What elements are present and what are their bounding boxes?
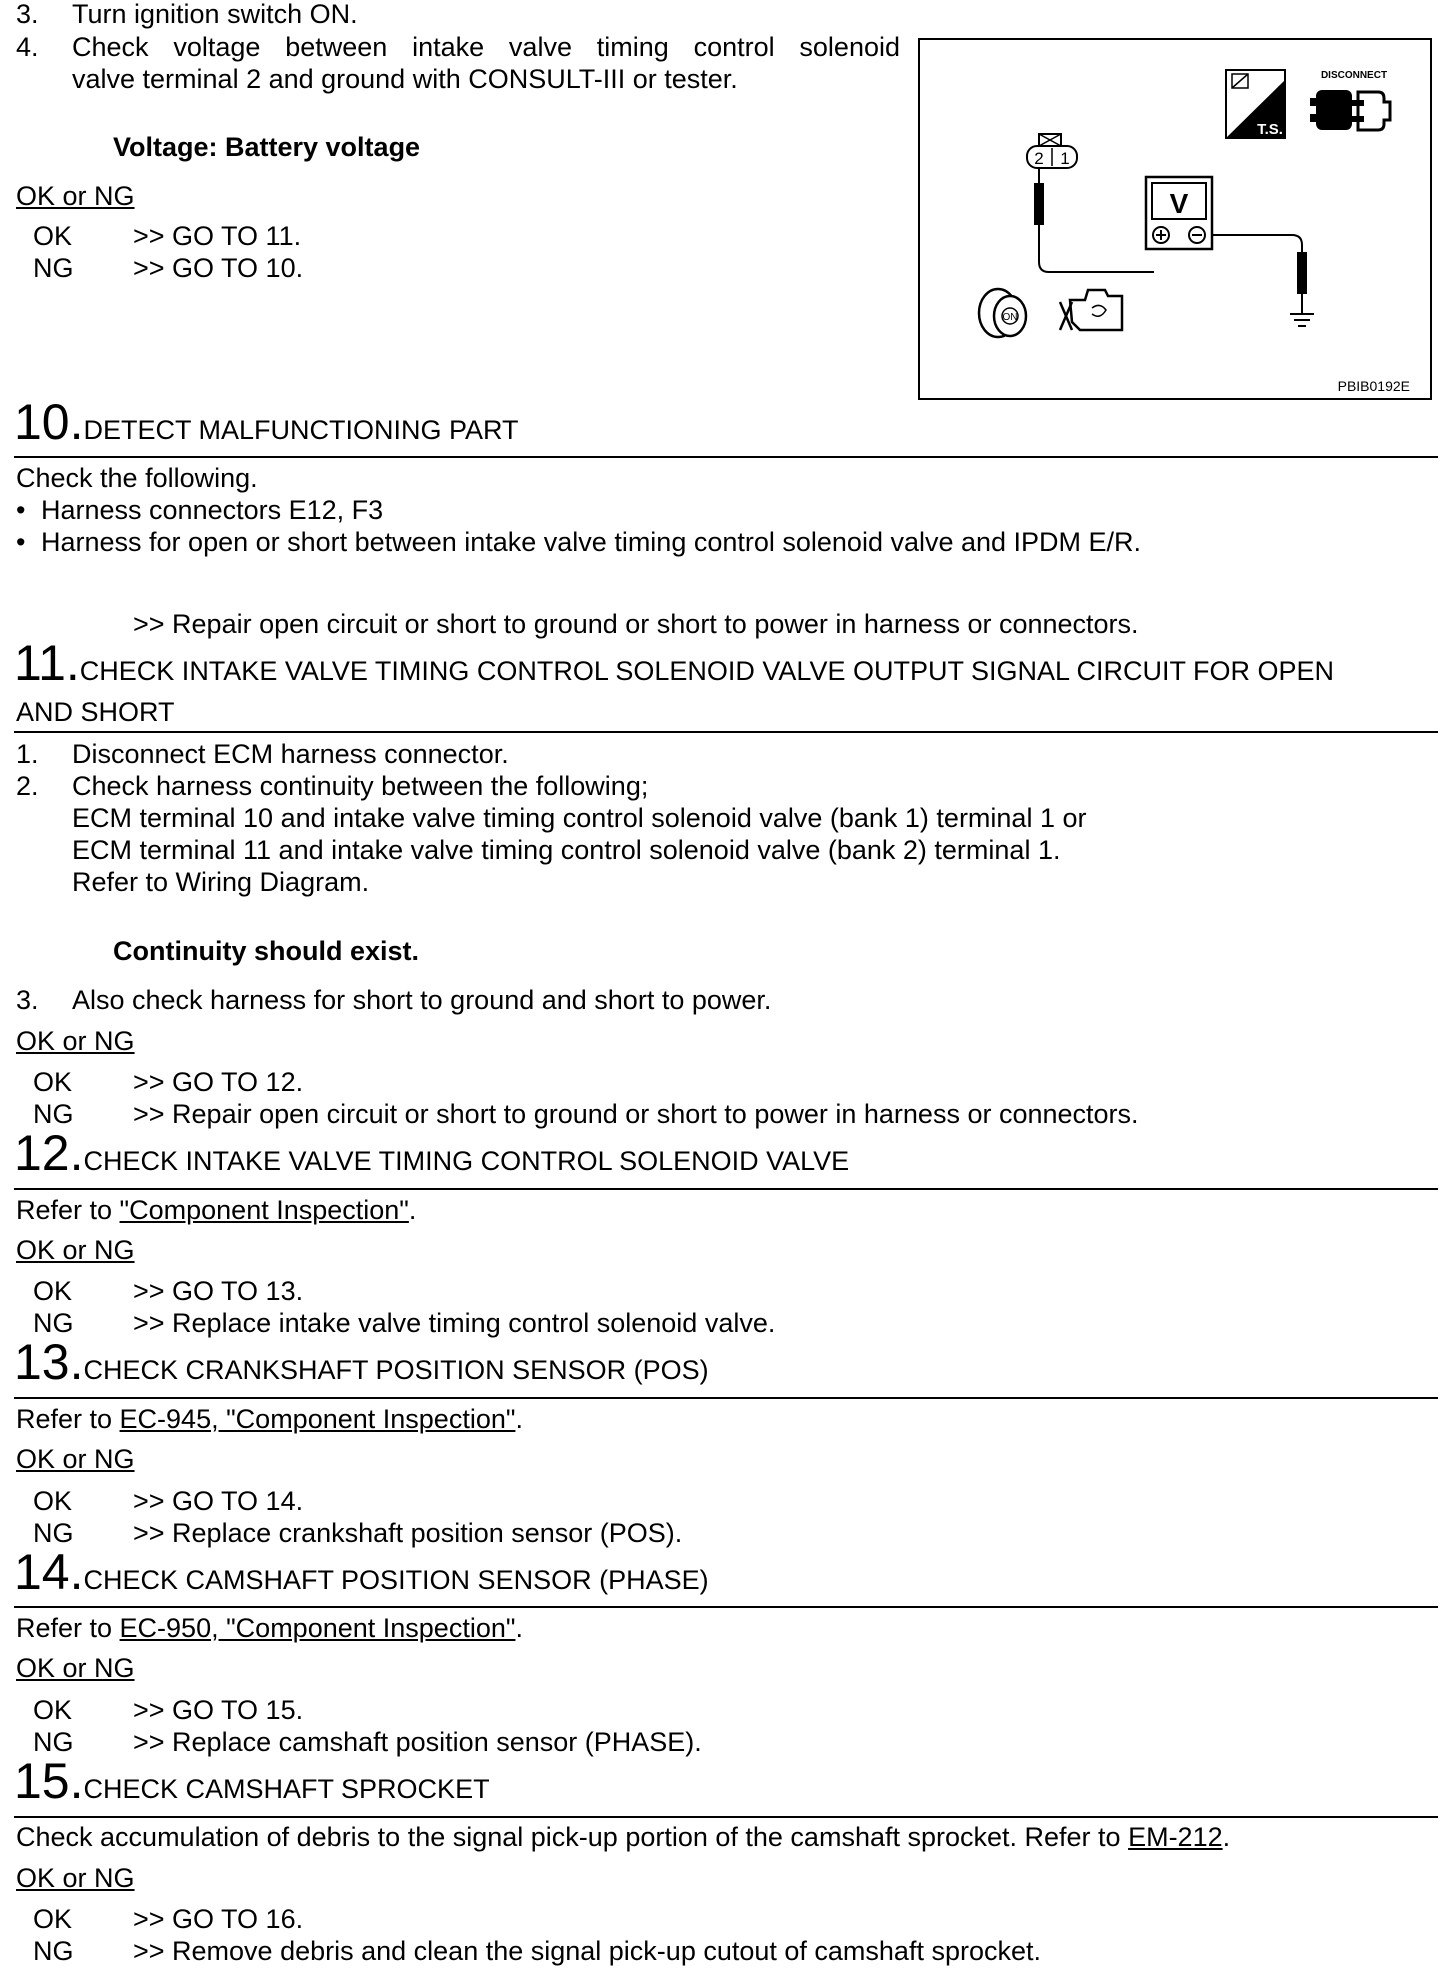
step10-bullet2-marker: • bbox=[16, 527, 26, 557]
step11-ng-text: >> Repair open circuit or short to ground or short to power in harness or connectors. bbox=[133, 1099, 1139, 1129]
step11-item2-line2: ECM terminal 10 and intake valve timing control solenoid valve (bank 1) terminal 1 or bbox=[72, 803, 1087, 833]
step12-refer-prefix: Refer to bbox=[16, 1195, 120, 1225]
step14-ng-text: >> Replace camshaft position sensor (PHASE). bbox=[133, 1727, 702, 1757]
step13-refer-suffix: . bbox=[515, 1404, 523, 1434]
step11-item3-number: 3. bbox=[16, 985, 39, 1015]
connector-icon bbox=[1027, 134, 1077, 168]
step14-number: 14. bbox=[14, 1544, 84, 1600]
step9-ok-or-ng: OK or NG bbox=[16, 181, 135, 211]
step11-divider bbox=[14, 731, 1438, 733]
step11-title-line1: CHECK INTAKE VALVE TIMING CONTROL SOLENOID VALVE OUTPUT SIGNAL CIRCUIT FOR OPEN bbox=[79, 656, 1335, 686]
step10-bullet1: Harness connectors E12, F3 bbox=[41, 495, 384, 525]
step12-title: CHECK INTAKE VALVE TIMING CONTROL SOLENOID VALVE bbox=[83, 1146, 850, 1176]
step13-divider bbox=[14, 1397, 1438, 1399]
step10-intro: Check the following. bbox=[16, 463, 258, 493]
step12-divider bbox=[14, 1188, 1438, 1190]
step11-item1-number: 1. bbox=[16, 739, 39, 769]
step11-ok-label: OK bbox=[33, 1067, 73, 1097]
step10-divider bbox=[14, 456, 1438, 458]
step13-refer-prefix: Refer to bbox=[16, 1404, 120, 1434]
step12-heading bbox=[14, 1125, 850, 1181]
step14-refer bbox=[16, 1612, 523, 1644]
step12-ng-label: NG bbox=[33, 1308, 74, 1338]
step11-spec: Continuity should exist. bbox=[113, 936, 420, 966]
step11-item2-number: 2. bbox=[16, 771, 39, 801]
step15-ng-text: >> Remove debris and clean the signal pick-up cutout of camshaft sprocket. bbox=[133, 1936, 1041, 1966]
step14-title: CHECK CAMSHAFT POSITION SENSOR (PHASE) bbox=[83, 1565, 709, 1595]
component-inspection-link[interactable]: "Component Inspection" bbox=[119, 1195, 409, 1225]
step11-item2-line3: ECM terminal 11 and intake valve timing control solenoid valve (bank 2) terminal 1. bbox=[72, 835, 1061, 865]
disconnect-icon bbox=[1310, 70, 1390, 130]
step14-ng-label: NG bbox=[33, 1727, 74, 1757]
step13-title: CHECK CRANKSHAFT POSITION SENSOR (POS) bbox=[83, 1355, 709, 1385]
step14-refer-prefix: Refer to bbox=[16, 1613, 120, 1643]
step15-ok-or-ng: OK or NG bbox=[16, 1863, 135, 1893]
step10-bullet2: Harness for open or short between intake valve timing control solenoid valve and IPDM E/R. bbox=[41, 527, 1142, 557]
step11-item3-text: Also check harness for short to ground and short to power. bbox=[72, 985, 772, 1015]
troubleshooting-icon bbox=[1226, 70, 1285, 138]
step10-result: >> Repair open circuit or short to ground or short to power in harness or connectors. bbox=[133, 609, 1139, 639]
ground-icon bbox=[1290, 314, 1314, 326]
step12-ok-text: >> GO TO 13. bbox=[133, 1276, 304, 1306]
step13-ok-or-ng: OK or NG bbox=[16, 1444, 135, 1474]
step10-title: DETECT MALFUNCTIONING PART bbox=[83, 415, 519, 445]
step12-ng-text: >> Replace intake valve timing control solenoid valve. bbox=[133, 1308, 776, 1338]
step15-body bbox=[16, 1821, 1230, 1853]
step15-heading bbox=[14, 1753, 490, 1809]
step14-ok-or-ng: OK or NG bbox=[16, 1653, 135, 1683]
step15-number: 15. bbox=[14, 1753, 84, 1809]
step13-ok-text: >> GO TO 14. bbox=[133, 1486, 304, 1516]
step15-body-suffix: . bbox=[1222, 1822, 1231, 1852]
step15-divider bbox=[14, 1816, 1438, 1818]
wiring-diagram bbox=[920, 40, 1430, 398]
step15-ng-label: NG bbox=[33, 1936, 74, 1966]
step14-refer-suffix: . bbox=[515, 1613, 523, 1643]
step12-ok-or-ng: OK or NG bbox=[16, 1235, 135, 1265]
ignition-on-label: ON bbox=[1002, 312, 1018, 323]
step10-bullet1-marker: • bbox=[16, 495, 26, 525]
step9-item3-number: 3. bbox=[16, 0, 39, 29]
step11-ok-text: >> GO TO 12. bbox=[133, 1067, 304, 1097]
em-212-link[interactable]: EM-212 bbox=[1128, 1822, 1223, 1852]
step9-item3-text: Turn ignition switch ON. bbox=[72, 0, 358, 29]
step11-ng-label: NG bbox=[33, 1099, 74, 1129]
step12-ok-label: OK bbox=[33, 1276, 73, 1306]
step14-ok-text: >> GO TO 15. bbox=[133, 1695, 304, 1725]
ec-945-link[interactable]: EC-945, "Component Inspection" bbox=[119, 1404, 516, 1434]
step15-ok-text: >> GO TO 16. bbox=[133, 1904, 304, 1934]
step11-item2-line1: Check harness continuity between the following; bbox=[72, 771, 649, 801]
step12-refer-suffix: . bbox=[408, 1195, 417, 1225]
step9-item4-number: 4. bbox=[16, 32, 39, 62]
step9-spec: Voltage: Battery voltage bbox=[113, 132, 421, 162]
step10-number: 10. bbox=[14, 394, 84, 450]
step9-item4-line2: valve terminal 2 and ground with CONSULT-III or tester. bbox=[72, 64, 738, 94]
step14-divider bbox=[14, 1606, 1438, 1608]
test-probe-positive bbox=[1034, 168, 1154, 272]
step13-number: 13. bbox=[14, 1334, 84, 1390]
step11-heading bbox=[14, 635, 1335, 691]
step11-title-line2: AND SHORT bbox=[16, 697, 175, 727]
test-probe-negative bbox=[1212, 235, 1307, 314]
connector-pin-1: 1 bbox=[1060, 149, 1070, 168]
step15-body-prefix: Check accumulation of debris to the signal pick-up portion of the camshaft sprocket. Refer to bbox=[16, 1822, 1129, 1852]
step13-refer bbox=[16, 1403, 523, 1435]
step11-item1-text: Disconnect ECM harness connector. bbox=[72, 739, 509, 769]
step12-refer bbox=[16, 1194, 416, 1226]
meter-label: V bbox=[1169, 188, 1189, 219]
step13-ng-label: NG bbox=[33, 1518, 74, 1548]
step9-item4-line1: Check voltage between intake valve timing control solenoid bbox=[72, 32, 900, 62]
step13-ng-text: >> Replace crankshaft position sensor (POS). bbox=[133, 1518, 683, 1548]
step9-ok-label: OK bbox=[33, 221, 73, 251]
step12-number: 12. bbox=[14, 1125, 84, 1181]
step14-heading bbox=[14, 1544, 709, 1600]
step14-ok-label: OK bbox=[33, 1695, 73, 1725]
step15-ok-label: OK bbox=[33, 1904, 73, 1934]
step10-heading bbox=[14, 394, 519, 450]
figure-code: PBIB0192E bbox=[1337, 378, 1410, 394]
step11-number: 11. bbox=[14, 635, 80, 691]
ignition-on-icon bbox=[979, 289, 1026, 337]
voltage-check-figure bbox=[918, 38, 1432, 400]
step11-item2-line4: Refer to Wiring Diagram. bbox=[72, 867, 370, 897]
step15-title: CHECK CAMSHAFT SPROCKET bbox=[83, 1774, 490, 1804]
engine-off-icon bbox=[1060, 290, 1122, 330]
connector-pin-2: 2 bbox=[1034, 149, 1044, 168]
step9-ng-text: >> GO TO 10. bbox=[133, 253, 304, 283]
step13-ok-label: OK bbox=[33, 1486, 73, 1516]
ts-label: T.S. bbox=[1257, 121, 1283, 138]
step9-ng-label: NG bbox=[33, 253, 74, 283]
ec-950-link[interactable]: EC-950, "Component Inspection" bbox=[119, 1613, 516, 1643]
step9-ok-text: >> GO TO 11. bbox=[133, 221, 302, 251]
disconnect-label: DISCONNECT bbox=[1320, 70, 1388, 81]
step13-heading bbox=[14, 1334, 709, 1390]
step11-ok-or-ng: OK or NG bbox=[16, 1026, 135, 1056]
voltmeter-icon bbox=[1146, 177, 1212, 249]
